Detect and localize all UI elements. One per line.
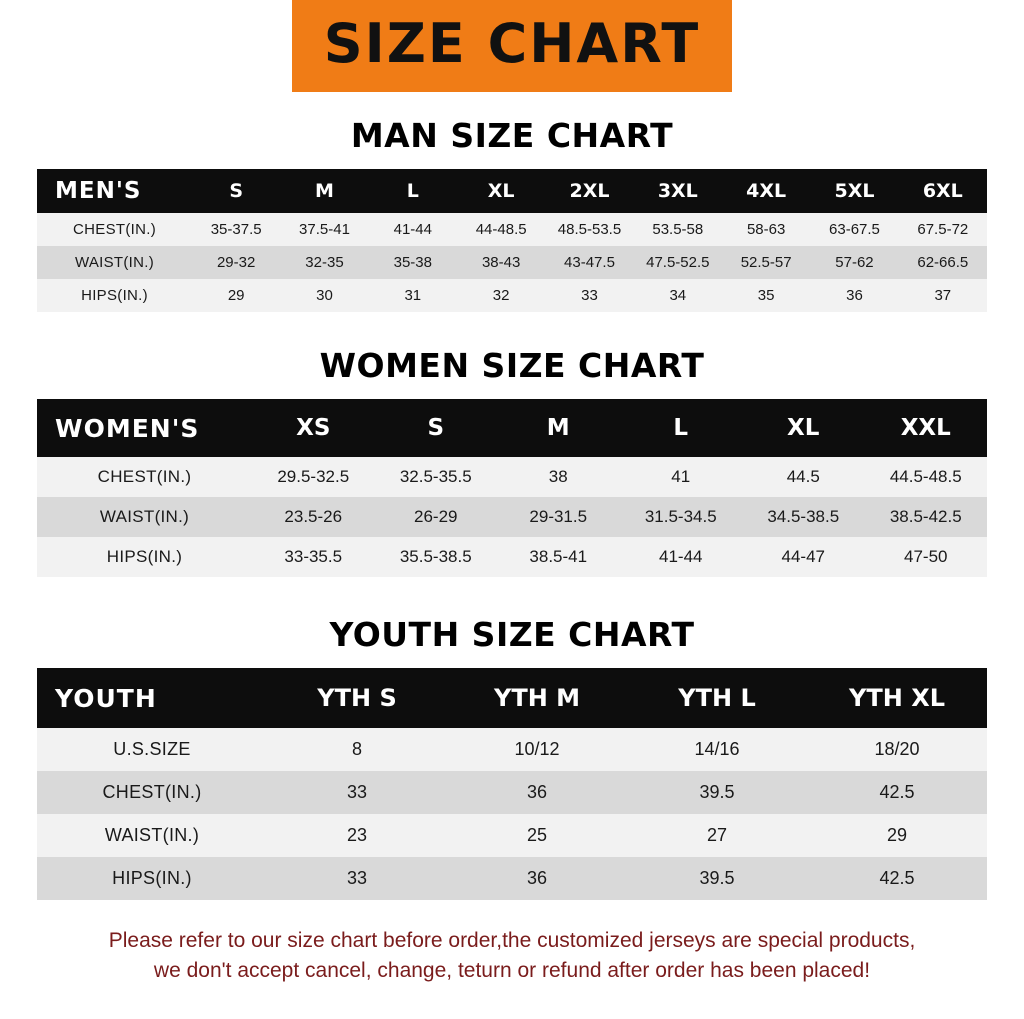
women-cell: 38	[497, 457, 620, 497]
youth-cell: 23	[267, 814, 447, 857]
youth-cell: 33	[267, 857, 447, 900]
women-size-table-wrapper	[37, 399, 987, 577]
women-cell: 31.5-34.5	[620, 497, 743, 537]
youth-row-label: U.S.SIZE	[37, 728, 267, 771]
table-row	[37, 246, 987, 279]
youth-section-title: YOUTH SIZE CHART	[329, 615, 695, 654]
men-cell: 58-63	[722, 213, 810, 246]
women-cell: 29-31.5	[497, 497, 620, 537]
women-cell: 26-29	[375, 497, 498, 537]
youth-col-header: YTH S	[267, 668, 447, 728]
women-cell: 44.5-48.5	[865, 457, 988, 497]
men-col-header: S	[192, 169, 280, 213]
youth-size-table	[37, 668, 987, 900]
men-cell: 29-32	[192, 246, 280, 279]
youth-cell: 42.5	[807, 857, 987, 900]
man-section-title: MAN SIZE CHART	[350, 116, 674, 155]
table-row	[37, 213, 987, 246]
women-cell: 23.5-26	[252, 497, 375, 537]
youth-cell: 39.5	[627, 857, 807, 900]
men-row-label: WAIST(IN.)	[37, 246, 192, 279]
men-cell: 32	[457, 279, 545, 312]
youth-col-header: YTH M	[447, 668, 627, 728]
table-row	[37, 771, 987, 814]
man-size-table	[37, 169, 987, 312]
men-cell: 35-37.5	[192, 213, 280, 246]
youth-cell: 25	[447, 814, 627, 857]
women-col-header: XS	[252, 399, 375, 457]
table-row	[37, 537, 987, 577]
youth-col-header: YTH XL	[807, 668, 987, 728]
table-row	[37, 457, 987, 497]
women-col-header: XL	[742, 399, 865, 457]
women-row-label-header: WOMEN'S	[37, 399, 252, 457]
youth-cell: 36	[447, 857, 627, 900]
youth-row-label-header: YOUTH	[37, 668, 267, 728]
men-col-header: L	[369, 169, 457, 213]
men-cell: 35-38	[369, 246, 457, 279]
men-cell: 37	[899, 279, 987, 312]
men-cell: 31	[369, 279, 457, 312]
table-row	[37, 279, 987, 312]
men-cell: 35	[722, 279, 810, 312]
men-cell: 63-67.5	[810, 213, 898, 246]
men-cell: 44-48.5	[457, 213, 545, 246]
women-col-header: XXL	[865, 399, 988, 457]
youth-table-header	[37, 668, 987, 728]
women-size-table	[37, 399, 987, 577]
women-col-header: M	[497, 399, 620, 457]
youth-cell: 8	[267, 728, 447, 771]
women-cell: 33-35.5	[252, 537, 375, 577]
women-cell: 44.5	[742, 457, 865, 497]
table-header-row	[37, 169, 987, 213]
man-row-label-header: MEN'S	[37, 169, 192, 213]
women-col-header: S	[375, 399, 498, 457]
youth-cell: 42.5	[807, 771, 987, 814]
men-cell: 67.5-72	[899, 213, 987, 246]
table-row	[37, 814, 987, 857]
men-col-header: XL	[457, 169, 545, 213]
women-cell: 38.5-42.5	[865, 497, 988, 537]
men-cell: 47.5-52.5	[634, 246, 722, 279]
youth-cell: 27	[627, 814, 807, 857]
women-cell: 41-44	[620, 537, 743, 577]
women-table-header	[37, 399, 987, 457]
women-row-label: HIPS(IN.)	[37, 537, 252, 577]
women-cell: 34.5-38.5	[742, 497, 865, 537]
men-col-header: 4XL	[722, 169, 810, 213]
table-header-row	[37, 668, 987, 728]
men-cell: 62-66.5	[899, 246, 987, 279]
page-title: SIZE CHART	[323, 12, 701, 75]
men-cell: 38-43	[457, 246, 545, 279]
men-col-header: M	[280, 169, 368, 213]
women-cell: 35.5-38.5	[375, 537, 498, 577]
men-row-label: CHEST(IN.)	[37, 213, 192, 246]
men-cell: 33	[545, 279, 633, 312]
youth-row-label: HIPS(IN.)	[37, 857, 267, 900]
men-cell: 57-62	[810, 246, 898, 279]
men-col-header: 2XL	[545, 169, 633, 213]
men-col-header: 6XL	[899, 169, 987, 213]
youth-cell: 36	[447, 771, 627, 814]
man-table-body	[37, 213, 987, 312]
women-cell: 47-50	[865, 537, 988, 577]
man-table-header	[37, 169, 987, 213]
footer-note-line-2: we don't accept cancel, change, teturn or refund after order has been placed!	[153, 959, 871, 983]
youth-cell: 33	[267, 771, 447, 814]
youth-size-table-wrapper	[37, 668, 987, 900]
youth-cell: 10/12	[447, 728, 627, 771]
women-cell: 29.5-32.5	[252, 457, 375, 497]
youth-row-label: WAIST(IN.)	[37, 814, 267, 857]
men-cell: 37.5-41	[280, 213, 368, 246]
men-cell: 48.5-53.5	[545, 213, 633, 246]
men-col-header: 3XL	[634, 169, 722, 213]
youth-row-label: CHEST(IN.)	[37, 771, 267, 814]
youth-cell: 18/20	[807, 728, 987, 771]
men-col-header: 5XL	[810, 169, 898, 213]
men-cell: 52.5-57	[722, 246, 810, 279]
youth-col-header: YTH L	[627, 668, 807, 728]
footer-note	[37, 926, 987, 987]
men-row-label: HIPS(IN.)	[37, 279, 192, 312]
men-cell: 34	[634, 279, 722, 312]
page-banner	[0, 0, 1024, 92]
women-row-label: WAIST(IN.)	[37, 497, 252, 537]
women-table-body	[37, 457, 987, 577]
men-cell: 36	[810, 279, 898, 312]
men-cell: 53.5-58	[634, 213, 722, 246]
women-cell: 32.5-35.5	[375, 457, 498, 497]
women-cell: 41	[620, 457, 743, 497]
men-cell: 32-35	[280, 246, 368, 279]
men-cell: 30	[280, 279, 368, 312]
youth-table-body	[37, 728, 987, 900]
table-header-row	[37, 399, 987, 457]
women-col-header: L	[620, 399, 743, 457]
man-size-table-wrapper	[37, 169, 987, 312]
women-cell: 38.5-41	[497, 537, 620, 577]
women-row-label: CHEST(IN.)	[37, 457, 252, 497]
women-section-title: WOMEN SIZE CHART	[319, 346, 705, 385]
men-cell: 41-44	[369, 213, 457, 246]
footer-note-line-1: Please refer to our size chart before order,the customized jerseys are special products,	[108, 929, 916, 952]
table-row	[37, 497, 987, 537]
men-cell: 43-47.5	[545, 246, 633, 279]
table-row	[37, 728, 987, 771]
youth-cell: 29	[807, 814, 987, 857]
table-row	[37, 857, 987, 900]
youth-cell: 39.5	[627, 771, 807, 814]
men-cell: 29	[192, 279, 280, 312]
youth-cell: 14/16	[627, 728, 807, 771]
women-cell: 44-47	[742, 537, 865, 577]
